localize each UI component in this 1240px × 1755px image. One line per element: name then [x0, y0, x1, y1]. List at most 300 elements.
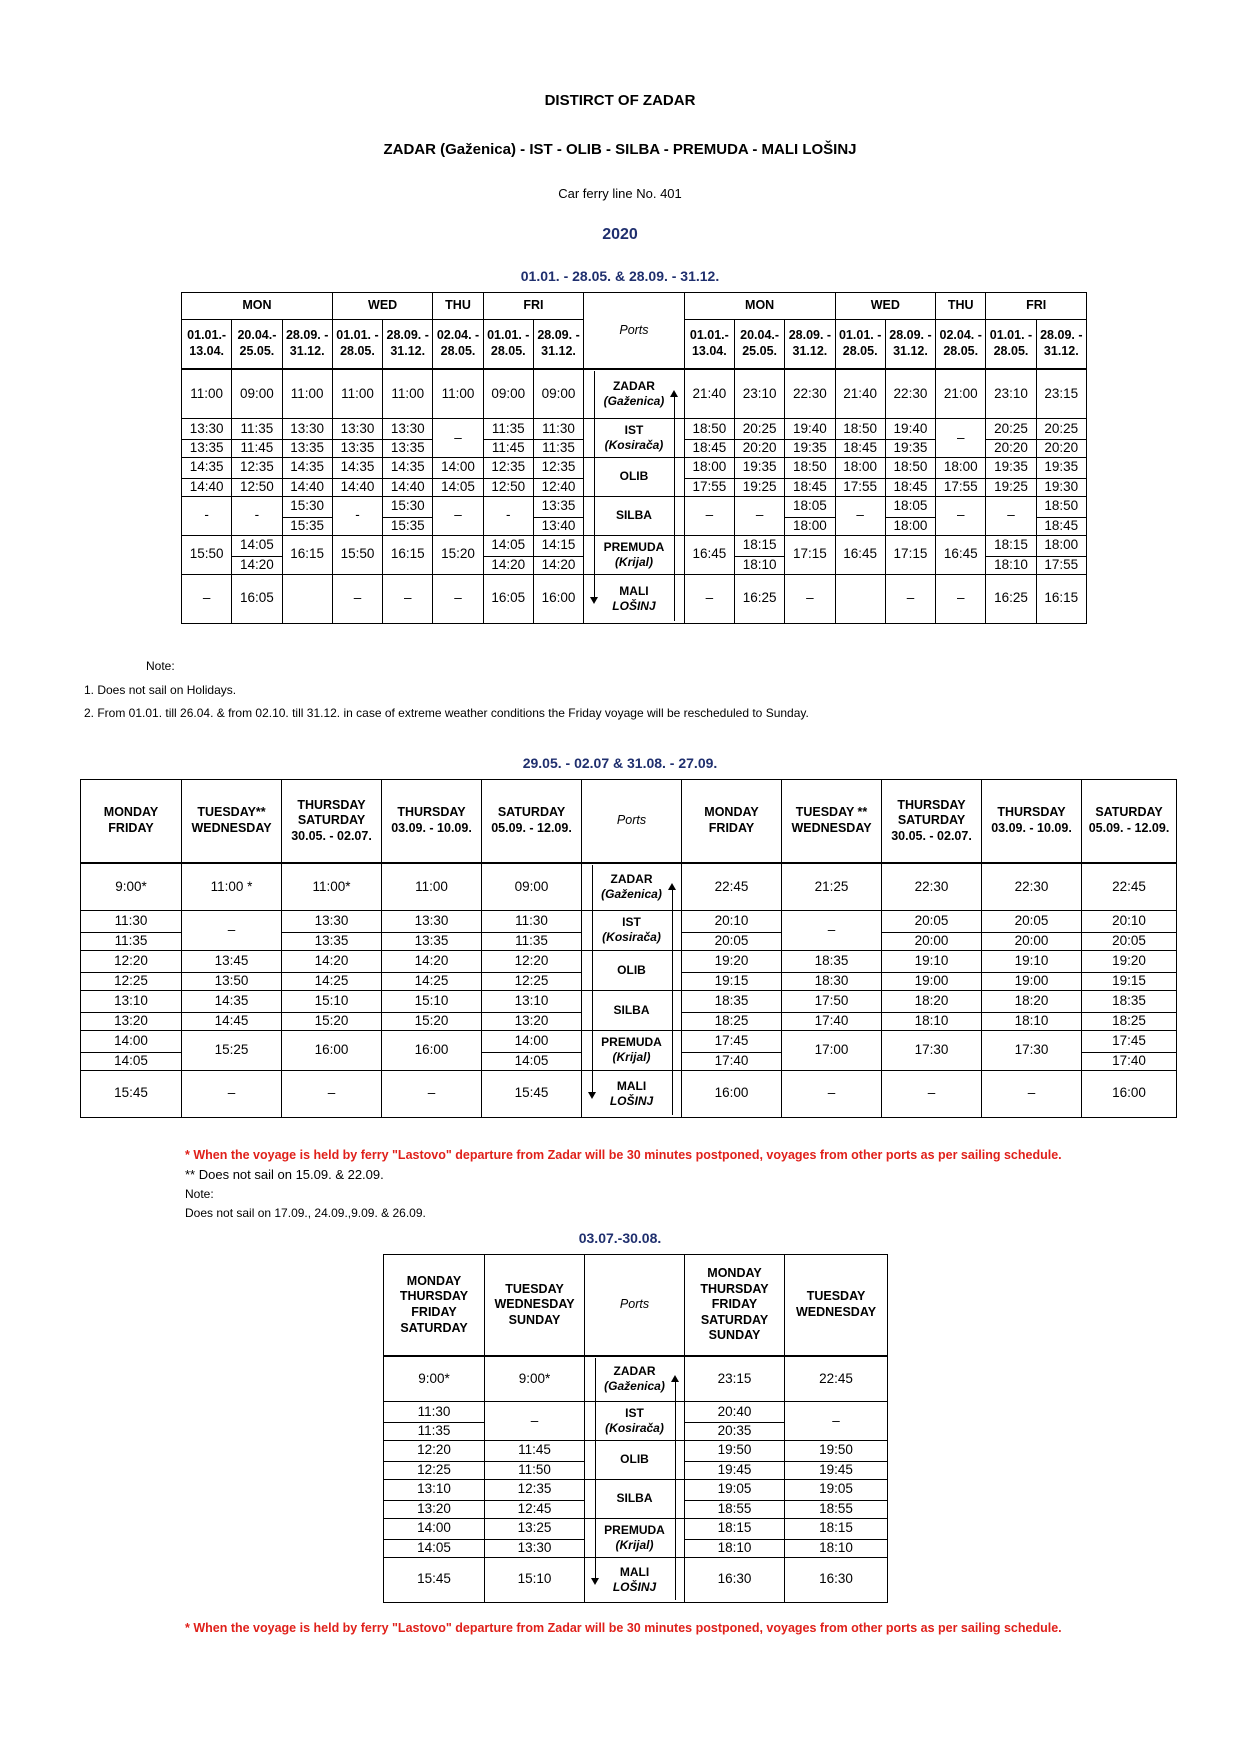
time-cell: 11:45: [232, 440, 282, 458]
port-name: ZADAR: [610, 872, 653, 886]
time-cell: 22:30: [885, 369, 935, 419]
time-cell: 17:55: [835, 478, 885, 496]
time-cell: 15:20: [382, 1012, 482, 1030]
time-cell: 15:50: [332, 535, 382, 574]
time-cell: -: [182, 496, 232, 535]
time-cell: 11:35: [384, 1423, 485, 1441]
timetable-1: [181, 292, 1087, 624]
period-2: 29.05. - 02.07 & 31.08. - 27.09.: [522, 755, 718, 771]
time-cell: –: [936, 574, 986, 623]
row-zadar: [81, 863, 1177, 911]
time-cell: 13:30: [485, 1539, 585, 1557]
time-cell: 18:15: [734, 535, 784, 556]
time-cell: 22:45: [682, 863, 782, 911]
time-cell: 16:00: [282, 1030, 382, 1070]
port-sub: (Gaženica): [604, 1379, 665, 1393]
time-cell: 13:20: [81, 1012, 182, 1030]
time-cell: 14:00: [433, 457, 483, 478]
time-cell: 11:00: [332, 369, 382, 419]
time-cell: 12:50: [232, 478, 282, 496]
port-sub: (Kosirača): [602, 930, 661, 945]
time-cell: 17:40: [782, 1012, 882, 1030]
port-premuda: [582, 1030, 682, 1070]
port-losinj: [584, 574, 685, 623]
port-sub: LOŠINJ: [612, 1579, 657, 1594]
time-cell: 18:00: [785, 517, 835, 535]
time-cell: 18:50: [835, 419, 885, 440]
time-cell: 9:00*: [81, 863, 182, 911]
time-cell: 20:10: [1082, 911, 1177, 933]
row-premuda: [182, 535, 1087, 556]
port-name: IST: [625, 1405, 644, 1420]
day-header: THURSDAY 03.09. - 10.09.: [982, 780, 1082, 864]
day-header: THURSDAY SATURDAY 30.05. - 02.07.: [882, 780, 982, 864]
time-cell: 13:40: [533, 517, 583, 535]
time-cell: 12:40: [533, 478, 583, 496]
time-cell: 15:45: [482, 1070, 582, 1117]
time-cell: 18:45: [785, 478, 835, 496]
outbound-direction-arrow: [592, 865, 593, 1093]
time-cell: 17:40: [682, 1052, 782, 1070]
port-sub: (Gaženica): [601, 887, 662, 901]
port-name: OLIB: [620, 1452, 649, 1467]
time-cell: 16:00: [533, 574, 583, 623]
time-cell: 14:05: [483, 535, 533, 556]
time-cell: 16:00: [382, 1030, 482, 1070]
time-cell: 18:30: [782, 972, 882, 990]
document-title: DISTIRCT OF ZADAR: [544, 92, 696, 109]
time-cell: 13:20: [384, 1500, 485, 1518]
time-cell: -: [232, 496, 282, 535]
port-name: PREMUDA: [601, 1035, 662, 1050]
time-cell: 16:25: [986, 574, 1036, 623]
row-zadar: [182, 369, 1087, 419]
time-cell: –: [936, 496, 986, 535]
time-cell: 18:15: [986, 535, 1036, 556]
time-cell: 20:20: [986, 440, 1036, 458]
line-number: Car ferry line No. 401: [558, 186, 682, 201]
time-cell: –: [382, 1070, 482, 1117]
time-cell: 16:05: [483, 574, 533, 623]
day-header: THURSDAY SATURDAY 30.05. - 02.07.: [282, 780, 382, 864]
time-cell: –: [383, 574, 433, 623]
row-losinj: [384, 1557, 888, 1602]
time-cell: 11:00 *: [182, 863, 282, 911]
note-2: 2. From 01.01. till 26.04. & from 02.10. till 31.12. in case of extreme weather conditions the Friday voyage will be rescheduled to Sunday.: [84, 706, 809, 720]
time-cell: 15:45: [81, 1070, 182, 1117]
time-cell: 23:15: [1036, 369, 1086, 419]
time-cell: –: [782, 1070, 882, 1117]
time-cell: 20:00: [882, 933, 982, 951]
time-cell: 23:10: [986, 369, 1036, 419]
row-olib: [182, 457, 1087, 478]
time-cell: 21:40: [684, 369, 734, 419]
port-zadar: [584, 369, 685, 419]
time-cell: 19:35: [885, 440, 935, 458]
day-header: MONDAY THURSDAY FRIDAY SATURDAY SUNDAY: [685, 1255, 785, 1357]
time-cell: 22:30: [785, 369, 835, 419]
time-cell: 11:30: [533, 419, 583, 440]
time-cell: –: [433, 496, 483, 535]
time-cell: 17:00: [782, 1030, 882, 1070]
time-cell: 12:35: [533, 457, 583, 478]
time-cell: 18:50: [684, 419, 734, 440]
day-header: MONDAY FRIDAY: [682, 780, 782, 864]
time-cell: 18:25: [1082, 1012, 1177, 1030]
port-name: ZADAR: [613, 1364, 656, 1378]
time-cell: –: [485, 1402, 585, 1441]
time-cell: 19:00: [882, 972, 982, 990]
port-silba: [582, 990, 682, 1030]
time-cell: 11:30: [384, 1402, 485, 1423]
time-cell: 15:30: [383, 496, 433, 517]
row-silba: [81, 990, 1177, 1012]
time-cell: 16:05: [232, 574, 282, 623]
date-range-header: 02.04. - 28.05.: [936, 320, 986, 370]
date-range-header: 01.01. - 28.05.: [986, 320, 1036, 370]
time-cell: 18:00: [684, 457, 734, 478]
time-cell: 13:30: [182, 419, 232, 440]
time-cell: 14:20: [382, 950, 482, 972]
time-cell: 21:00: [936, 369, 986, 419]
port-name: OLIB: [619, 469, 649, 484]
time-cell: 18:35: [682, 990, 782, 1012]
time-cell: 14:25: [282, 972, 382, 990]
time-cell: 14:00: [81, 1030, 182, 1052]
time-cell: 11:45: [485, 1440, 585, 1461]
port-name: SILBA: [616, 1491, 653, 1506]
time-cell: 14:05: [232, 535, 282, 556]
date-range-header: 01.01. - 28.05.: [332, 320, 382, 370]
port-name: MALI: [616, 1078, 647, 1093]
time-cell: 11:00*: [282, 863, 382, 911]
time-cell: 22:45: [1082, 863, 1177, 911]
row-ist: [384, 1402, 888, 1423]
time-cell: 19:35: [986, 457, 1036, 478]
day-header-row: [182, 293, 1087, 320]
time-cell: 11:30: [482, 911, 582, 933]
port-premuda: [584, 535, 685, 574]
time-cell: 14:40: [332, 478, 382, 496]
time-cell: –: [885, 574, 935, 623]
note-title-1: Note:: [146, 659, 175, 673]
port-name: SILBA: [613, 1002, 650, 1017]
time-cell: 20:00: [982, 933, 1082, 951]
time-cell: 18:00: [885, 517, 935, 535]
time-cell: 12:25: [81, 972, 182, 990]
port-sub: (Krijal): [615, 1537, 654, 1552]
time-cell: 22:45: [785, 1356, 888, 1402]
time-cell: [835, 574, 885, 623]
time-cell: 18:15: [685, 1518, 785, 1539]
time-cell: 17:45: [682, 1030, 782, 1052]
port-losinj: [582, 1070, 682, 1117]
time-cell: 17:45: [1082, 1030, 1177, 1052]
time-cell: 14:35: [383, 457, 433, 478]
time-cell: 11:50: [485, 1461, 585, 1479]
time-cell: 19:35: [734, 457, 784, 478]
port-name: IST: [624, 422, 644, 437]
time-cell: 19:45: [785, 1461, 888, 1479]
time-cell: 18:25: [682, 1012, 782, 1030]
time-cell: 20:05: [682, 933, 782, 951]
time-cell: –: [785, 1402, 888, 1441]
time-cell: 12:20: [81, 950, 182, 972]
time-cell: 18:45: [835, 440, 885, 458]
time-cell: 17:15: [885, 535, 935, 574]
time-cell: 16:15: [282, 535, 332, 574]
date-range-header: 20.04.- 25.05.: [232, 320, 282, 370]
port-name: ZADAR: [612, 379, 655, 393]
time-cell: 14:20: [483, 556, 533, 574]
time-cell: 19:45: [685, 1461, 785, 1479]
date-range-header: 01.01.- 13.04.: [684, 320, 734, 370]
time-cell: –: [684, 574, 734, 623]
ports-header: Ports: [585, 1255, 685, 1357]
time-cell: 18:50: [785, 457, 835, 478]
time-cell: 13:35: [383, 440, 433, 458]
time-cell: 19:00: [982, 972, 1082, 990]
lastovo-note-1: * When the voyage is held by ferry "Lastovo" departure from Zadar will be 30 minutes postponed, voyages from other ports as per sailing schedule.: [185, 1148, 1062, 1162]
time-cell: 14:45: [182, 1012, 282, 1030]
row-silba: [182, 496, 1087, 517]
time-cell: 19:05: [785, 1479, 888, 1500]
time-cell: 12:25: [384, 1461, 485, 1479]
year: 2020: [602, 226, 638, 243]
time-cell: 19:50: [785, 1440, 888, 1461]
time-cell: 18:20: [882, 990, 982, 1012]
time-cell: 11:45: [483, 440, 533, 458]
time-cell: 12:20: [482, 950, 582, 972]
time-cell: 20:40: [685, 1402, 785, 1423]
return-direction-arrow: [674, 396, 675, 621]
time-cell: 19:10: [882, 950, 982, 972]
port-silba: [585, 1479, 685, 1518]
time-cell: 18:45: [885, 478, 935, 496]
time-cell: 19:50: [685, 1440, 785, 1461]
time-cell: 18:10: [882, 1012, 982, 1030]
route-title: ZADAR (Gaženica) - IST - OLIB - SILBA - PREMUDA - MALI LOŠINJ: [383, 141, 857, 158]
time-cell: 20:25: [986, 419, 1036, 440]
time-cell: –: [835, 496, 885, 535]
time-cell: 15:45: [384, 1557, 485, 1602]
time-cell: 14:25: [382, 972, 482, 990]
port-zadar: [582, 863, 682, 911]
port-sub: (Kosirača): [604, 437, 664, 452]
timetable-2: [80, 779, 1177, 1118]
time-cell: –: [433, 419, 483, 458]
time-cell: 14:05: [384, 1539, 485, 1557]
day-group-mon: MON: [684, 293, 835, 320]
port-sub: (Kosirača): [605, 1420, 664, 1435]
time-cell: 11:00: [382, 863, 482, 911]
time-cell: 15:10: [382, 990, 482, 1012]
time-cell: 18:45: [684, 440, 734, 458]
date-range-header: 01.01. - 28.05.: [483, 320, 533, 370]
day-header: TUESDAY WEDNESDAY SUNDAY: [485, 1255, 585, 1357]
time-cell: 18:50: [885, 457, 935, 478]
time-cell: 20:05: [1082, 933, 1177, 951]
time-cell: 20:05: [982, 911, 1082, 933]
time-cell: 13:20: [482, 1012, 582, 1030]
time-cell: 17:15: [785, 535, 835, 574]
period-3: 03.07.-30.08.: [578, 1230, 662, 1246]
time-cell: 16:00: [1082, 1070, 1177, 1117]
time-cell: 13:45: [182, 950, 282, 972]
time-cell: 19:25: [734, 478, 784, 496]
time-cell: 11:00: [433, 369, 483, 419]
day-group-thu: THU: [433, 293, 483, 320]
time-cell: 16:15: [1036, 574, 1086, 623]
note-3: Does not sail on 17.09., 24.09.,9.09. & 26.09.: [185, 1206, 426, 1220]
time-cell: 15:25: [182, 1030, 282, 1070]
time-cell: 12:20: [384, 1440, 485, 1461]
day-group-fri: FRI: [483, 293, 584, 320]
time-cell: 18:00: [1036, 535, 1086, 556]
date-range-header: 20.04.- 25.05.: [734, 320, 784, 370]
day-group-fri: FRI: [986, 293, 1087, 320]
row-premuda: [81, 1030, 1177, 1052]
port-sub: LOŠINJ: [612, 598, 656, 613]
time-cell: 18:10: [986, 556, 1036, 574]
time-cell: 12:35: [483, 457, 533, 478]
return-direction-arrow: [672, 889, 673, 1115]
date-range-header: 28.09. - 31.12.: [383, 320, 433, 370]
time-cell: 11:35: [483, 419, 533, 440]
day-header: TUESDAY** WEDNESDAY: [182, 780, 282, 864]
time-cell: 15:20: [282, 1012, 382, 1030]
day-header: THURSDAY 03.09. - 10.09.: [382, 780, 482, 864]
time-cell: 18:15: [785, 1518, 888, 1539]
port-olib: [584, 457, 685, 496]
timetable-3: [383, 1254, 888, 1603]
time-cell: 14:00: [482, 1030, 582, 1052]
time-cell: 14:15: [533, 535, 583, 556]
time-cell: 13:30: [332, 419, 382, 440]
time-cell: 18:45: [1036, 517, 1086, 535]
time-cell: 18:20: [982, 990, 1082, 1012]
time-cell: -: [332, 496, 382, 535]
time-cell: 19:15: [682, 972, 782, 990]
time-cell: 12:35: [232, 457, 282, 478]
time-cell: 14:40: [282, 478, 332, 496]
date-range-header: 28.09. - 31.12.: [785, 320, 835, 370]
time-cell: 22:30: [982, 863, 1082, 911]
port-ist: [585, 1402, 685, 1441]
time-cell: 11:00: [383, 369, 433, 419]
time-cell: 21:25: [782, 863, 882, 911]
time-cell: 13:35: [332, 440, 382, 458]
port-ist: [584, 419, 685, 458]
time-cell: 18:00: [936, 457, 986, 478]
time-cell: 17:30: [882, 1030, 982, 1070]
port-ist: [582, 911, 682, 951]
time-cell: 16:25: [734, 574, 784, 623]
time-cell: 12:35: [485, 1479, 585, 1500]
time-cell: 17:55: [936, 478, 986, 496]
period-1: 01.01. - 28.05. & 28.09. - 31.12.: [520, 268, 720, 284]
row-losinj: [81, 1070, 1177, 1117]
date-range-header: 28.09. - 31.12.: [533, 320, 583, 370]
time-cell: 09:00: [533, 369, 583, 419]
port-losinj: [585, 1557, 685, 1602]
time-cell: 20:25: [1036, 419, 1086, 440]
time-cell: 14:20: [533, 556, 583, 574]
time-cell: 13:25: [485, 1518, 585, 1539]
time-cell: 11:35: [81, 933, 182, 951]
time-cell: 18:00: [835, 457, 885, 478]
time-cell: 20:20: [734, 440, 784, 458]
time-cell: 9:00*: [485, 1356, 585, 1402]
note-double-star: ** Does not sail on 15.09. & 22.09.: [185, 1167, 384, 1182]
time-cell: 15:10: [282, 990, 382, 1012]
time-cell: 18:35: [782, 950, 882, 972]
time-cell: 19:40: [885, 419, 935, 440]
time-cell: 12:45: [485, 1500, 585, 1518]
day-header: TUESDAY ** WEDNESDAY: [782, 780, 882, 864]
time-cell: 18:10: [685, 1539, 785, 1557]
row-premuda: [384, 1518, 888, 1539]
port-sub: (Krijal): [614, 554, 653, 569]
time-cell: 21:40: [835, 369, 885, 419]
time-cell: 18:05: [785, 496, 835, 517]
time-cell: 13:10: [482, 990, 582, 1012]
time-cell: 09:00: [232, 369, 282, 419]
day-header: SATURDAY 05.09. - 12.09.: [1082, 780, 1177, 864]
time-cell: 13:30: [382, 911, 482, 933]
port-name: MALI: [619, 583, 649, 598]
port-name: MALI: [619, 1564, 650, 1579]
time-cell: 11:30: [81, 911, 182, 933]
time-cell: 15:30: [282, 496, 332, 517]
time-cell: 13:50: [182, 972, 282, 990]
port-olib: [585, 1440, 685, 1479]
return-direction-arrow: [675, 1381, 676, 1600]
time-cell: 11:35: [482, 933, 582, 951]
time-cell: –: [982, 1070, 1082, 1117]
day-header: MONDAY THURSDAY FRIDAY SATURDAY: [384, 1255, 485, 1357]
ports-header: Ports: [584, 293, 685, 370]
time-cell: 16:30: [685, 1557, 785, 1602]
time-cell: 9:00*: [384, 1356, 485, 1402]
time-cell: 14:35: [282, 457, 332, 478]
row-olib: [81, 950, 1177, 972]
time-cell: 17:55: [684, 478, 734, 496]
port-name: SILBA: [615, 508, 652, 523]
date-range-header: 02.04. - 28.05.: [433, 320, 483, 370]
port-name: PREMUDA: [604, 1522, 665, 1537]
time-cell: 15:10: [485, 1557, 585, 1602]
time-cell: 19:15: [1082, 972, 1177, 990]
time-cell: 23:10: [734, 369, 784, 419]
time-cell: –: [433, 574, 483, 623]
time-cell: 17:40: [1082, 1052, 1177, 1070]
time-cell: 16:45: [684, 535, 734, 574]
port-zadar: [585, 1356, 685, 1402]
time-cell: 18:10: [785, 1539, 888, 1557]
time-cell: 15:50: [182, 535, 232, 574]
time-cell: 09:00: [482, 863, 582, 911]
row-losinj: [182, 574, 1087, 623]
time-cell: 12:25: [482, 972, 582, 990]
time-cell: 15:20: [433, 535, 483, 574]
time-cell: 20:05: [882, 911, 982, 933]
time-cell: 13:30: [383, 419, 433, 440]
note-1: 1. Does not sail on Holidays.: [84, 683, 237, 697]
time-cell: –: [882, 1070, 982, 1117]
time-cell: 13:35: [282, 440, 332, 458]
date-range-header: 28.09. - 31.12.: [1036, 320, 1086, 370]
